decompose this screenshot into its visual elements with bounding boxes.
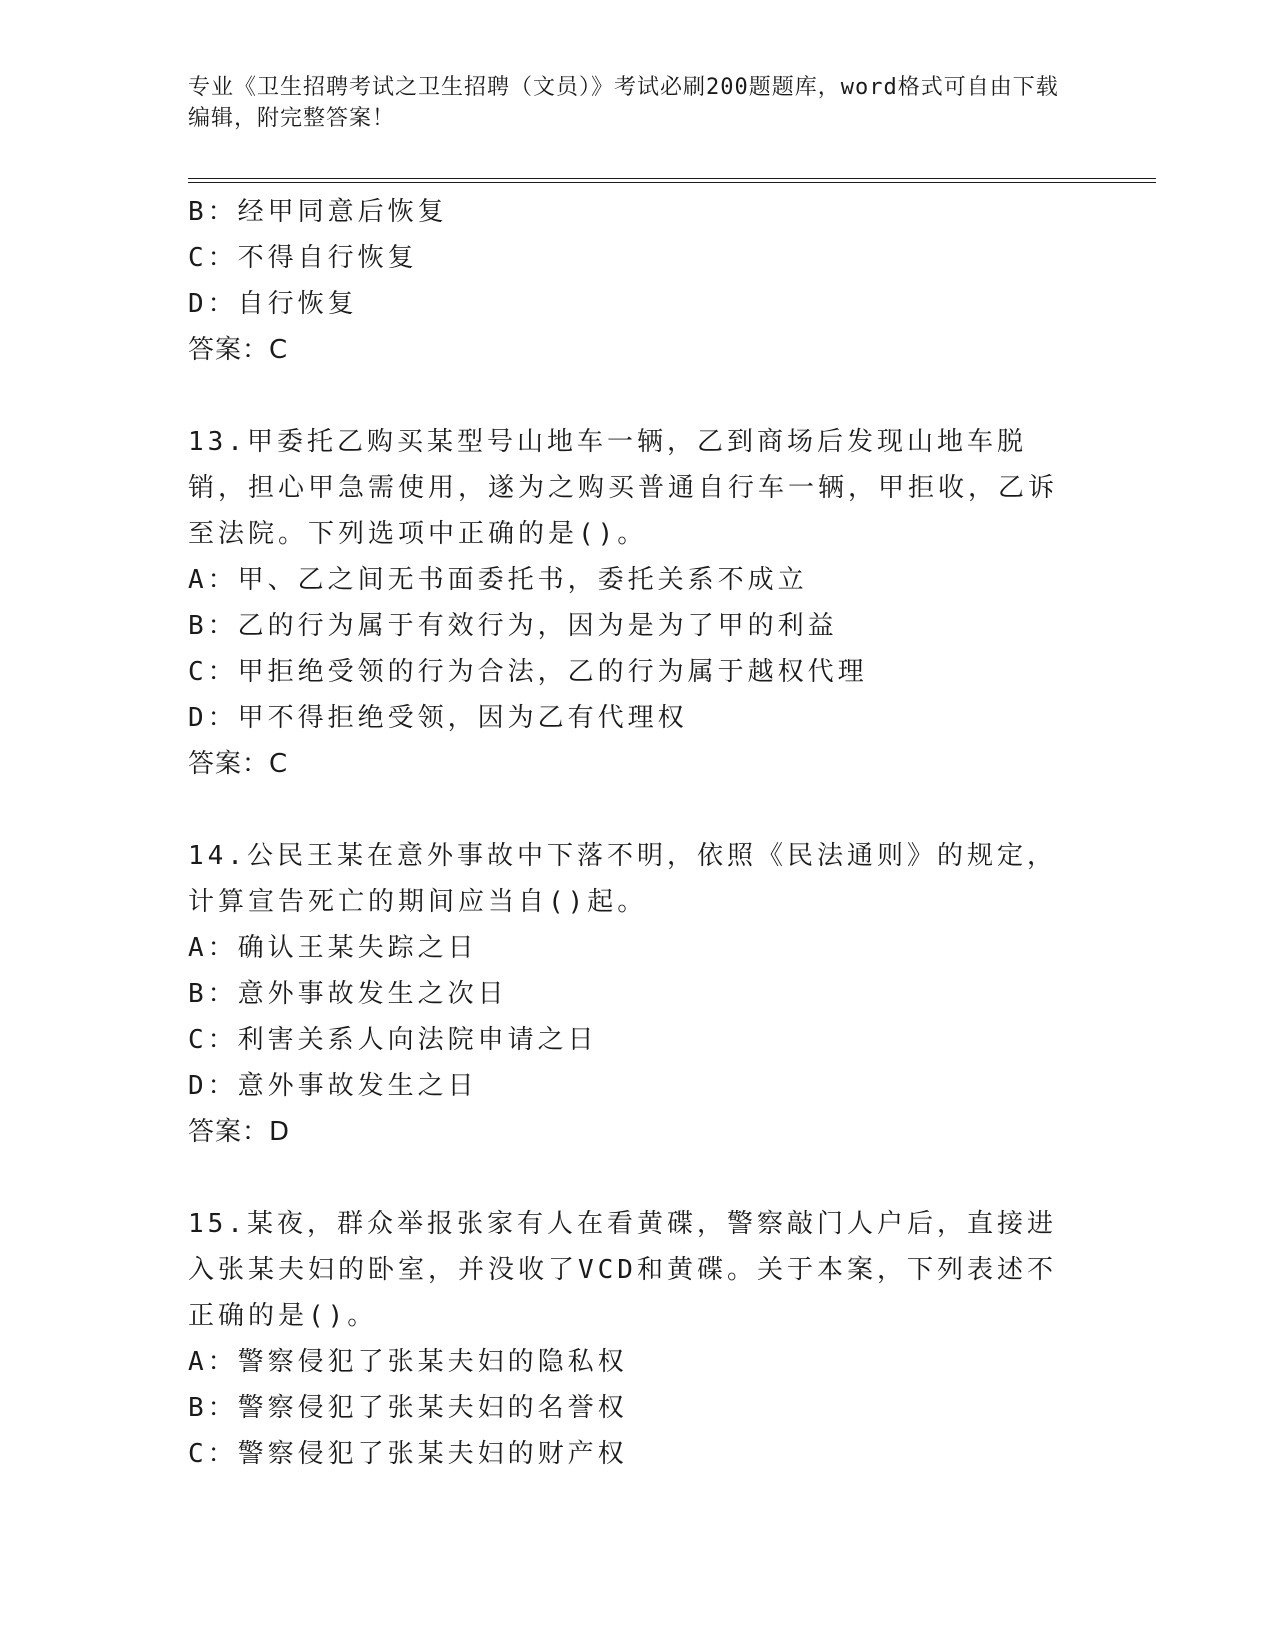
question-stem: 15.某夜，群众举报张家有人在看黄碟，警察敲门人户后，直接进入张某夫妇的卧室，并没收了VCD和黄碟。关于本案，下列表述不正确的是()。 [188,1209,1057,1331]
option-a: A：警察侵犯了张某夫妇的隐私权 [188,1347,628,1377]
option-b: B：警察侵犯了张某夫妇的名誉权 [188,1393,628,1423]
spacer [188,373,1088,419]
header-rule-bottom [188,182,1156,183]
spacer [188,1155,1088,1201]
question-stem: 13.甲委托乙购买某型号山地车一辆，乙到商场后发现山地车脱销，担心甲急需使用，遂为之购买普通自行车一辆，甲拒收，乙诉至法院。下列选项中正确的是()。 [188,427,1059,549]
question-stem: 14.公民王某在意外事故中下落不明，依照《民法通则》的规定，计算宣告死亡的期间应当自()起。 [188,841,1057,917]
option-d: D：甲不得拒绝受领，因为乙有代理权 [188,703,688,733]
spacer [188,787,1088,833]
question-12-tail [188,189,1088,373]
question-15 [188,1201,1088,1477]
option-c: C：利害关系人向法院申请之日 [188,1025,598,1055]
answer-line: 答案：D [188,1117,291,1147]
option-b: B：乙的行为属于有效行为，因为是为了甲的利益 [188,611,838,641]
option-d: D：意外事故发生之日 [188,1071,478,1101]
question-13 [188,419,1088,787]
document-header: 专业《卫生招聘考试之卫生招聘（文员）》考试必刷200题题库，word格式可自由下载编辑，附完整答案！ [188,75,1059,131]
option-c: C：甲拒绝受领的行为合法，乙的行为属于越权代理 [188,657,868,687]
answer-line: 答案：C [188,335,289,365]
option-c: C：警察侵犯了张某夫妇的财产权 [188,1439,628,1469]
option-a: A：确认王某失踪之日 [188,933,478,963]
option-b: B：经甲同意后恢复 [188,197,448,227]
option-a: A：甲、乙之间无书面委托书，委托关系不成立 [188,565,808,595]
option-c: C：不得自行恢复 [188,243,418,273]
question-14 [188,833,1088,1155]
option-d: D：自行恢复 [188,289,358,319]
header-rule-top [188,178,1156,179]
question-content [188,189,1088,1477]
option-b: B：意外事故发生之次日 [188,979,508,1009]
answer-line: 答案：C [188,749,289,779]
